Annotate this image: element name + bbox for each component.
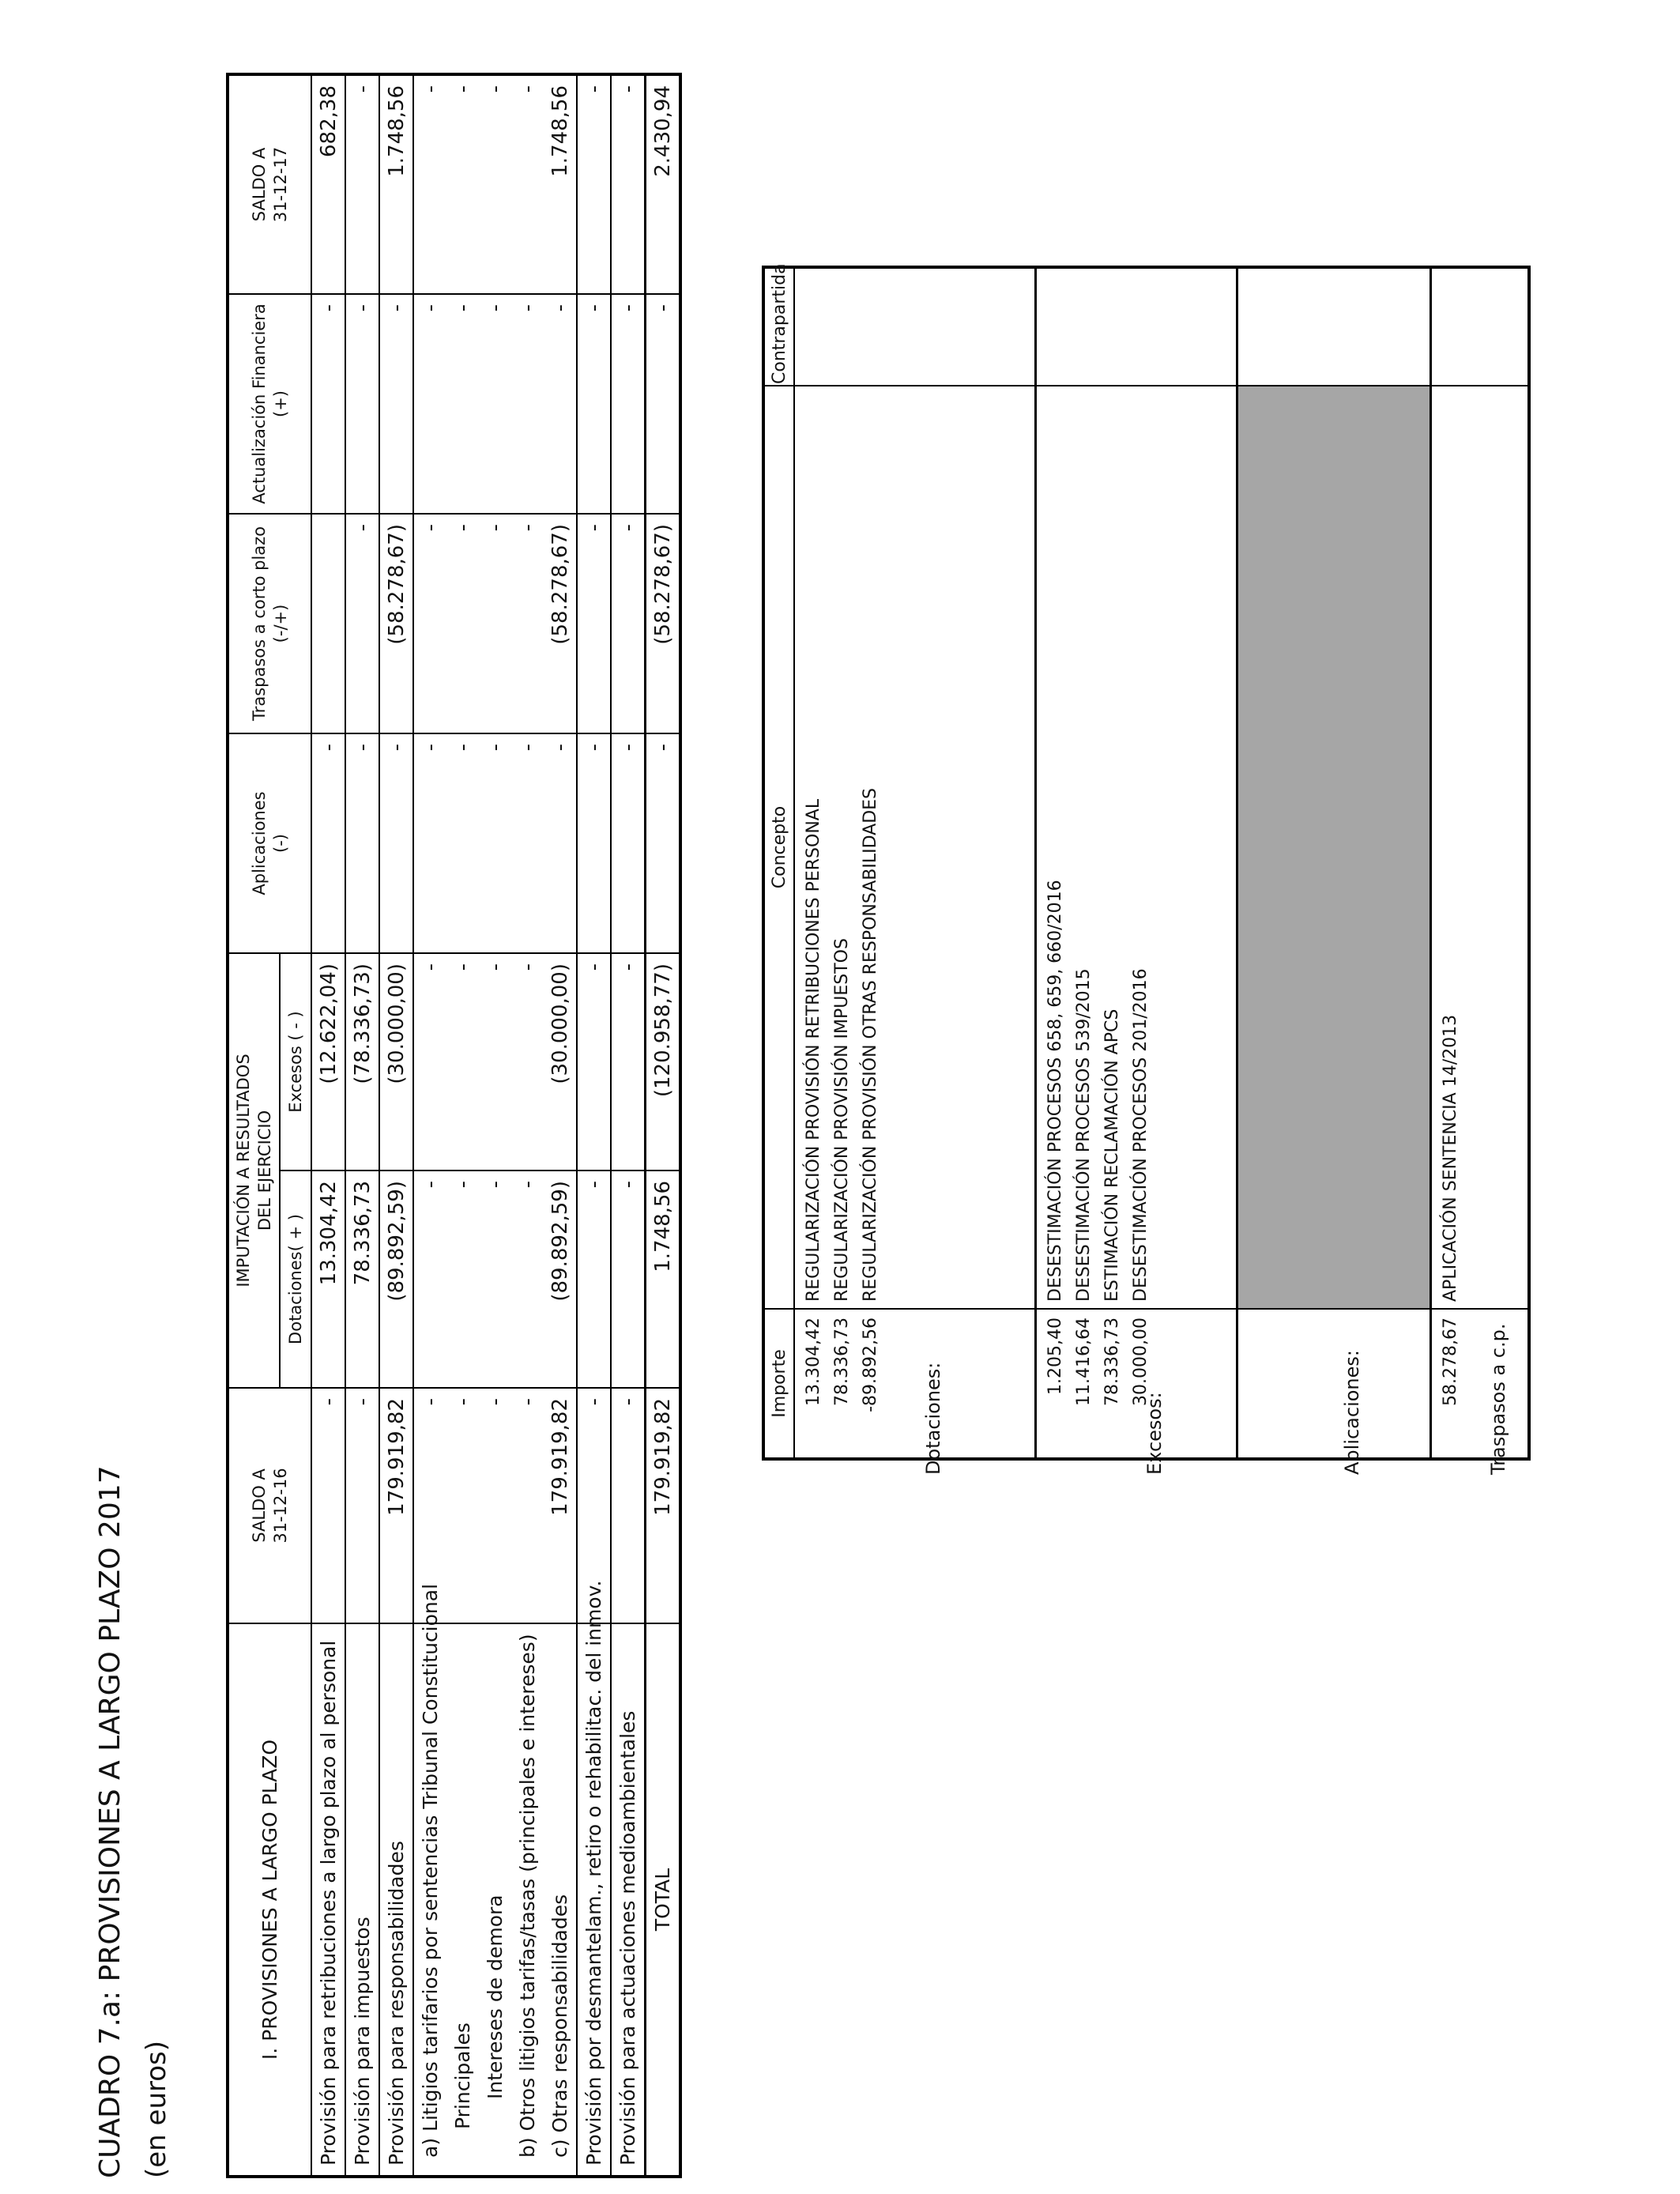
cell-aplicaciones: -	[413, 733, 446, 953]
cell-actualizacion: -	[577, 294, 611, 514]
contrapartida-cell	[1237, 267, 1430, 386]
cell-traspasos: -	[577, 514, 611, 733]
cell-dotaciones: -	[446, 1171, 479, 1388]
page-title: CUADRO 7.a: PROVISIONES A LARGO PLAZO 2017	[94, 1465, 126, 2178]
cell-excesos: (30.000,00)	[544, 953, 577, 1171]
cell-saldo-inicio: -	[479, 1388, 511, 1623]
importe-value: 30.000,00	[1130, 1318, 1151, 1406]
page-subtitle: (en euros)	[141, 2040, 172, 2178]
row-label: Principales	[446, 1623, 479, 2177]
row-label: Provisión para responsabilidades	[379, 1623, 413, 2177]
cell-dotaciones: 13.304,42	[311, 1171, 345, 1388]
cell-dotaciones: 1.748,56	[646, 1171, 681, 1388]
concepto-cell	[1430, 386, 1529, 1309]
cell-traspasos: (58.278,67)	[544, 514, 577, 733]
movements-table-body	[794, 267, 1529, 1459]
movement-group-row	[1035, 267, 1237, 1459]
table-row	[511, 74, 544, 2177]
table-row	[544, 74, 577, 2177]
table-row	[577, 74, 611, 2177]
cell-traspasos: (58.278,67)	[646, 514, 681, 733]
cell-traspasos: -	[479, 514, 511, 733]
contrapartida-cell	[1035, 267, 1237, 386]
cell-aplicaciones: -	[446, 733, 479, 953]
contrapartida-cell	[794, 267, 1035, 386]
table-row	[379, 74, 413, 2177]
cell-saldo-inicio: 179.919,82	[379, 1388, 413, 1623]
importe-value: 13.304,42	[804, 1318, 823, 1406]
cell-saldo-inicio: -	[611, 1388, 646, 1623]
header-saldo-inicio: SALDO A 31-12-16	[228, 1388, 311, 1623]
cell-saldo-inicio: 179.919,82	[646, 1388, 681, 1623]
cell-saldo-fin: -	[345, 74, 379, 294]
cell-actualizacion: -	[646, 294, 681, 514]
cell-aplicaciones: -	[511, 733, 544, 953]
row-label: Provisión para impuestos	[345, 1623, 379, 2177]
cell-excesos: (12.622,04)	[311, 953, 345, 1171]
cell-saldo-fin: 1.748,56	[544, 74, 577, 294]
cell-saldo-fin: 682,38	[311, 74, 345, 294]
cell-traspasos: -	[446, 514, 479, 733]
cell-dotaciones: -	[577, 1171, 611, 1388]
cell-saldo-inicio: -	[577, 1388, 611, 1623]
row-label: Provisión para retribuciones a largo plazo al personal	[311, 1623, 345, 2177]
concepto-cell	[1237, 386, 1430, 1309]
cell-dotaciones: (89.892,59)	[544, 1171, 577, 1388]
cell-excesos: -	[413, 953, 446, 1171]
cell-excesos: (78.336,73)	[345, 953, 379, 1171]
cell-traspasos: -	[413, 514, 446, 733]
cell-saldo-inicio: -	[345, 1388, 379, 1623]
cell-aplicaciones: -	[479, 733, 511, 953]
cell-actualizacion: -	[611, 294, 646, 514]
table-row	[646, 74, 681, 2177]
cell-aplicaciones: -	[577, 733, 611, 953]
cell-saldo-fin: -	[413, 74, 446, 294]
cell-traspasos: (58.278,67)	[379, 514, 413, 733]
row-label: Intereses de demora	[479, 1623, 511, 2177]
header-excesos: Excesos ( - )	[280, 953, 311, 1171]
cell-dotaciones: (89.892,59)	[379, 1171, 413, 1388]
cell-aplicaciones: -	[646, 733, 681, 953]
header-dotaciones: Dotaciones( + )	[280, 1171, 311, 1388]
header-traspasos: Traspasos a corto plazo (-/+)	[228, 514, 311, 733]
cell-excesos: -	[511, 953, 544, 1171]
header-aplicaciones: Aplicaciones (-)	[228, 733, 311, 953]
cell-traspasos	[311, 514, 345, 733]
cell-dotaciones: 78.336,73	[345, 1171, 379, 1388]
importe-cell	[1237, 1309, 1430, 1459]
concepto-value: DESESTIMACIÓN PROCESOS 201/2016	[1130, 968, 1151, 1302]
row-label: TOTAL	[646, 1623, 681, 2177]
header-contrapartida: Contrapartida	[763, 267, 794, 386]
cell-excesos: -	[479, 953, 511, 1171]
table-row	[611, 74, 646, 2177]
importe-cell	[1430, 1309, 1529, 1459]
table-row	[479, 74, 511, 2177]
cell-actualizacion: -	[345, 294, 379, 514]
header-importe: Importe	[763, 1309, 794, 1459]
cell-aplicaciones: -	[544, 733, 577, 953]
cell-excesos: (30.000,00)	[379, 953, 413, 1171]
contrapartida-cell	[1430, 267, 1529, 386]
header-actualizacion: Actualización Financiera (+)	[228, 294, 311, 514]
importe-value: 78.336,73	[832, 1318, 852, 1406]
movement-group-row	[1430, 267, 1529, 1459]
cell-dotaciones: -	[511, 1171, 544, 1388]
cell-dotaciones: -	[479, 1171, 511, 1388]
cell-actualizacion: -	[446, 294, 479, 514]
cell-saldo-fin: -	[479, 74, 511, 294]
table-row	[413, 74, 446, 2177]
cell-aplicaciones: -	[345, 733, 379, 953]
table-row	[311, 74, 345, 2177]
concepto-value: APLICACIÓN SENTENCIA 14/2013	[1440, 1014, 1460, 1302]
cell-saldo-fin: -	[611, 74, 646, 294]
cell-saldo-fin: 2.430,94	[646, 74, 681, 294]
concepto-value: REGULARIZACIÓN PROVISIÓN RETRIBUCIONES PERSONAL	[804, 798, 823, 1302]
cell-saldo-inicio: -	[413, 1388, 446, 1623]
cell-aplicaciones: -	[611, 733, 646, 953]
cell-saldo-inicio: -	[511, 1388, 544, 1623]
importe-value: 1.205,40	[1045, 1318, 1065, 1395]
cell-dotaciones: -	[611, 1171, 646, 1388]
cell-traspasos: -	[345, 514, 379, 733]
cell-aplicaciones: -	[311, 733, 345, 953]
cell-traspasos: -	[611, 514, 646, 733]
cell-saldo-fin: -	[577, 74, 611, 294]
provisions-table	[226, 73, 682, 2178]
cell-aplicaciones: -	[379, 733, 413, 953]
row-label: Provisión por desmantelam., retiro o rehabilitac. del inmov.	[577, 1623, 611, 2177]
importe-value: -89.892,56	[861, 1318, 880, 1412]
cell-actualizacion: -	[311, 294, 345, 514]
cell-saldo-fin: -	[446, 74, 479, 294]
provisions-table-body	[311, 74, 680, 2177]
table-row	[446, 74, 479, 2177]
importe-value: 11.416,64	[1073, 1318, 1094, 1406]
table-row	[345, 74, 379, 2177]
cell-excesos: -	[446, 953, 479, 1171]
cell-dotaciones: -	[413, 1171, 446, 1388]
row-label: Provisión para actuaciones medioambientales	[611, 1623, 646, 2177]
cell-excesos: -	[577, 953, 611, 1171]
movement-group-row	[794, 267, 1035, 1459]
cell-actualizacion: -	[479, 294, 511, 514]
concepto-value: DESESTIMACIÓN PROCESOS 658, 659, 660/2016	[1045, 880, 1065, 1302]
cell-excesos: -	[611, 953, 646, 1171]
row-label: a) Litigios tarifarios por sentencias Tribunal Constitucional	[413, 1623, 446, 2177]
cell-excesos: (120.958,77)	[646, 953, 681, 1171]
concepto-cell	[1035, 386, 1237, 1309]
importe-value: 58.278,67	[1440, 1318, 1460, 1406]
rotated-page: CUADRO 7.a: PROVISIONES A LARGO PLAZO 2017 (en euros) I. PROVISIONES A LARGO PLAZO SALDO A 31-12-16 IMPUTACIÓN A RESULTADOS DEL EJERCICIO Aplicaciones (-) Traspasos a corto plazo (-/+) Actualización Financiera (+) SALDO A 31-12-17 Dotaciones( + ) Excesos ( - ) Provisión para retribuciones a largo plazo al personal - 13.304,42 (12.622,04) - - 682,38 Provisión para impuestos - 78.336,73 (78.336,73) - - - - Provisión para responsabilidades 179.919,82 (89.892,59) (30.000,00) - (58.278,67) - 1.748,56 a) Litigios tarifarios por sentencias Tribunal Constitucional - - - - - - - Principales - - - - - - - Intereses de demora - - - - - - - b) Otros litigios tarifas/tasas (principales e intereses) - - - - - - - c) Otras responsabilidades 179.919,82 (89.892,59) (30.000,00) - (58.278,67) - 1.748,56 Provisión por desmantelam., retiro o rehabilitac. del inmov. - - - - - - - Provisión para actuaciones medioambientales - - - - - - - TOTAL 179.919,82 1.748,56 (120.958,77) - (58.278,67) - 2.430,94 Importe Concepto Contrapartida 13.304,42 78.336,73 -89.892,56 REGULARIZACIÓN PROVISIÓN RETRIBUCIONES PERSONAL REGULARIZACIÓN PROVISIÓN IMPUESTOS REGULARIZACIÓN PROVISIÓN OTRAS RESPONSABILIDADES 1.205,40 11.416,64 78.336,73 30.000,00 DESESTIMACIÓN PROCESOS 658, 659, 660/2016 DESESTIMACIÓN PROCESOS 539/2015 ESTIMACIÓN RECLAMACIÓN APCS DESESTIMACIÓN PROCESOS 201/2016 58.278,67 APLICACIÓN SENTENCIA 14/2013 Dotaciones: Excesos: Aplicaciones: Traspasos a c.p.	[0, 0, 1680, 2194]
concepto-cell	[794, 386, 1035, 1309]
movements-table	[762, 263, 1531, 1461]
header-concepto: Concepto	[763, 386, 794, 1309]
row-label: c) Otras responsabilidades	[544, 1623, 577, 2177]
header-imputacion: IMPUTACIÓN A RESULTADOS DEL EJERCICIO	[228, 953, 280, 1388]
cell-actualizacion: -	[379, 294, 413, 514]
cell-saldo-inicio: -	[311, 1388, 345, 1623]
cell-saldo-inicio: -	[446, 1388, 479, 1623]
cell-actualizacion: -	[511, 294, 544, 514]
cell-actualizacion: -	[413, 294, 446, 514]
cell-saldo-inicio: 179.919,82	[544, 1388, 577, 1623]
cell-saldo-fin: -	[511, 74, 544, 294]
concepto-value: DESESTIMACIÓN PROCESOS 539/2015	[1073, 968, 1094, 1302]
cell-traspasos: -	[511, 514, 544, 733]
cell-saldo-fin: 1.748,56	[379, 74, 413, 294]
movement-group-row	[1237, 267, 1430, 1459]
concepto-value: REGULARIZACIÓN PROVISIÓN OTRAS RESPONSABILIDADES	[861, 787, 880, 1302]
importe-cell	[794, 1309, 1035, 1459]
concepto-value: REGULARIZACIÓN PROVISIÓN IMPUESTOS	[832, 938, 852, 1302]
header-saldo-fin: SALDO A 31-12-17	[228, 74, 311, 294]
row-label: b) Otros litigios tarifas/tasas (principales e intereses)	[511, 1623, 544, 2177]
concepto-value: ESTIMACIÓN RECLAMACIÓN APCS	[1102, 1008, 1122, 1302]
importe-value: 78.336,73	[1102, 1318, 1122, 1406]
header-concept: I. PROVISIONES A LARGO PLAZO	[228, 1623, 311, 2177]
importe-cell	[1035, 1309, 1237, 1459]
cell-actualizacion: -	[544, 294, 577, 514]
